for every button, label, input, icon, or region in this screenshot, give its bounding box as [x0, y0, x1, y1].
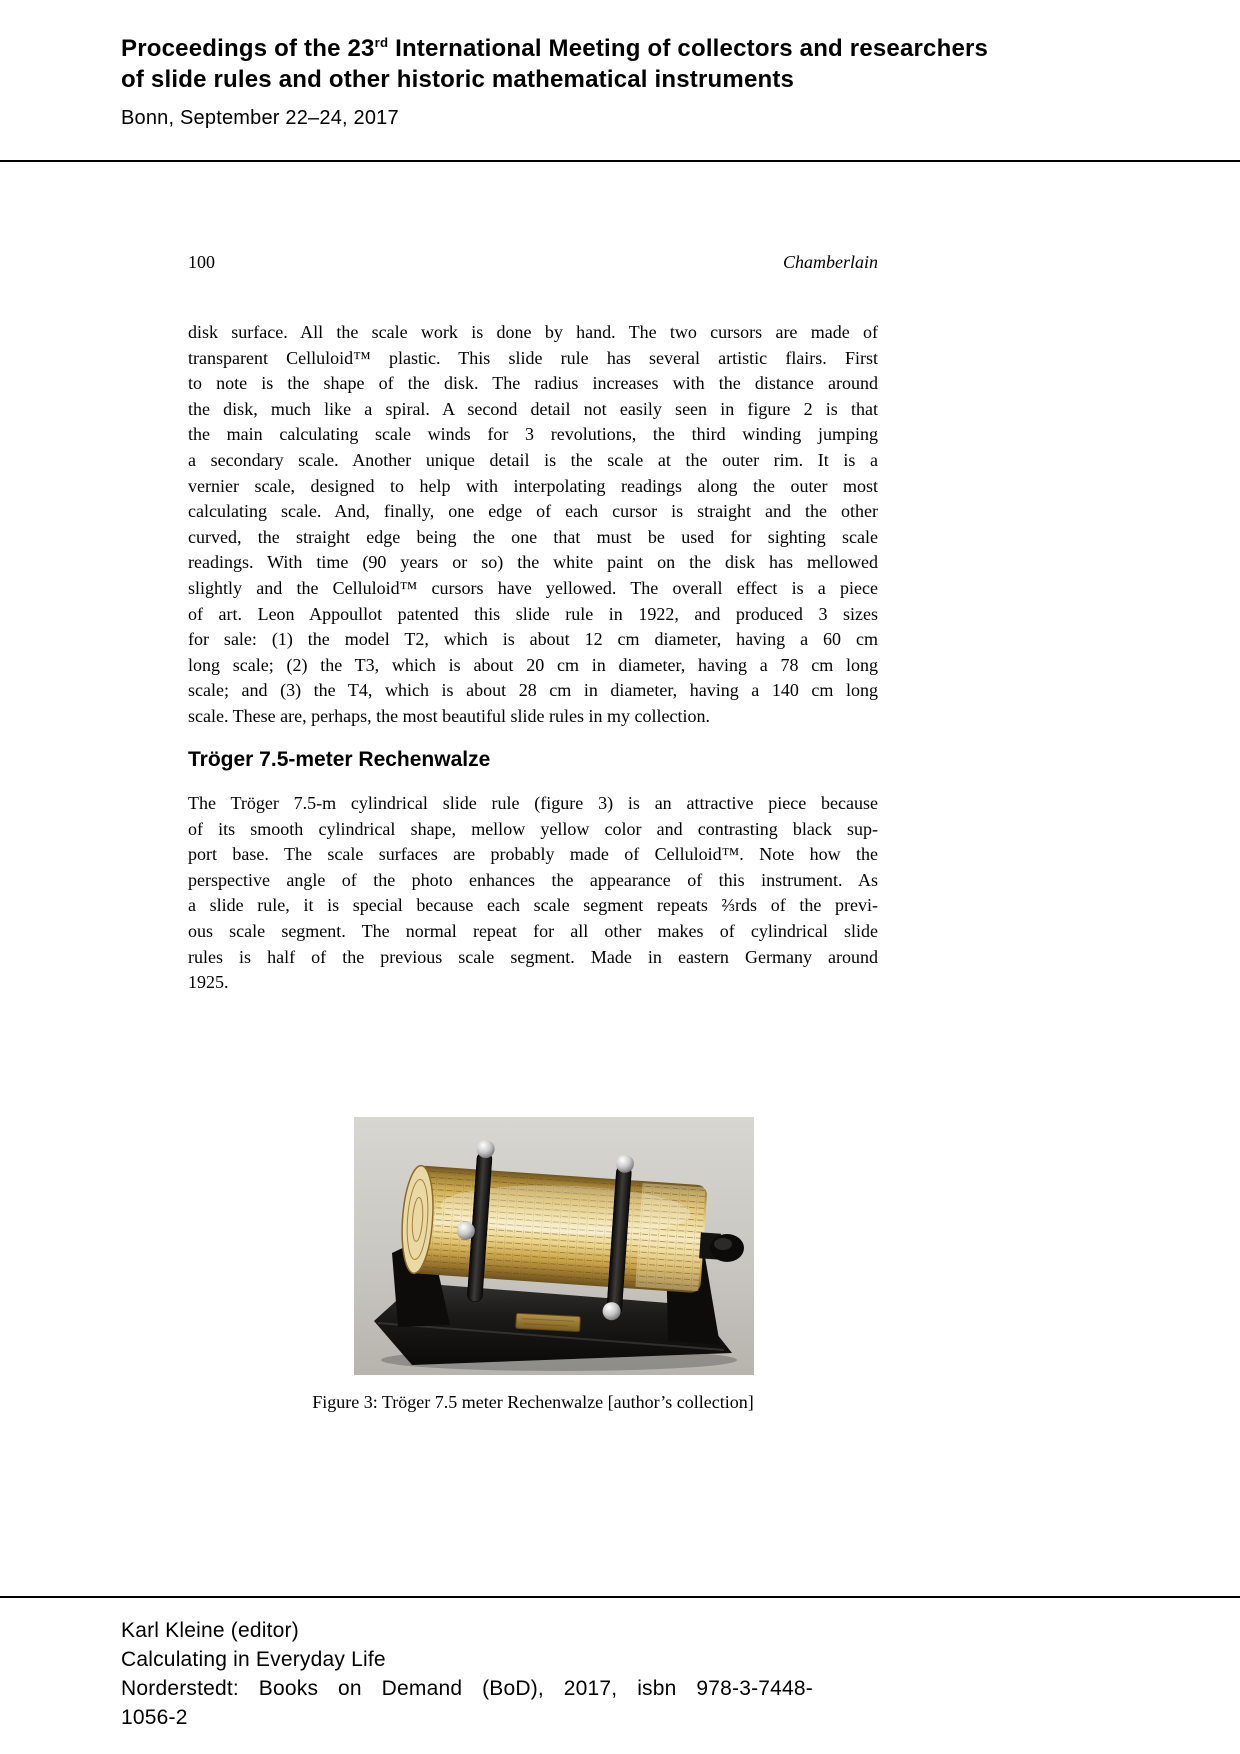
- text-line: perspective angle of the photo enhances the appearance of this instrument. As: [188, 869, 878, 890]
- footer-editor: Karl Kleine (editor): [121, 1619, 299, 1642]
- text-line: rules is half of the previous scale segment. Made in eastern Germany around: [188, 946, 878, 967]
- rechenwalze-illustration: [354, 1117, 754, 1375]
- footer-isbn-continuation: 1056-2: [121, 1706, 188, 1729]
- paragraph-1: [188, 320, 878, 730]
- text-line: to note is the shape of the disk. The radius increases with the distance around: [188, 373, 878, 394]
- figure-3-caption: Figure 3: Tröger 7.5 meter Rechenwalze [author’s collection]: [312, 1392, 754, 1412]
- text-line: The Tröger 7.5-m cylindrical slide rule (figure 3) is an attractive piece because: [188, 793, 878, 813]
- text-line: curved, the straight edge being the one that must be used for sighting scale: [188, 526, 878, 547]
- text-line: the disk, much like a spiral. A second detail not easily seen in figure 2 is that: [188, 398, 878, 419]
- figure-3-photo: [354, 1117, 754, 1375]
- text-line: long scale; (2) the T3, which is about 20 cm in diameter, having a 78 cm long: [188, 654, 878, 675]
- section-heading: Tröger 7.5-meter Rechenwalze: [188, 748, 491, 771]
- text-line: slightly and the Celluloid™ cursors have yellowed. The overall effect is a piece: [188, 577, 878, 598]
- proceedings-header: [121, 27, 1161, 130]
- footer-book-title: Calculating in Everyday Life: [121, 1648, 386, 1671]
- proceedings-location-date: Bonn, September 22–24, 2017: [121, 107, 399, 129]
- text-line: for sale: (1) the model T2, which is about 12 cm diameter, having a 60 cm: [188, 629, 878, 650]
- text-line: transparent Celluloid™ plastic. This slide rule has several artistic flairs. First: [188, 347, 878, 368]
- text-line: of its smooth cylindrical shape, mellow yellow color and contrasting black sup-: [188, 818, 878, 839]
- text-line: readings. With time (90 years or so) the white paint on the disk has mellowed: [188, 552, 878, 573]
- text-line: scale. These are, perhaps, the most beautiful slide rules in my collection.: [188, 705, 711, 726]
- book-footer: [121, 1616, 813, 1732]
- text-line: vernier scale, designed to help with interpolating readings along the outer most: [188, 475, 878, 496]
- paragraph-2: [188, 791, 878, 996]
- text-line: a secondary scale. Another unique detail is the scale at the outer rim. It is a: [188, 449, 878, 470]
- title-part1: Proceedings of the 23: [121, 35, 375, 62]
- text-line: 1925.: [188, 972, 229, 993]
- text-line: calculating scale. And, finally, one edge of each cursor is straight and the other: [188, 501, 878, 522]
- page-number: 100: [188, 252, 215, 272]
- text-line: ous scale segment. The normal repeat for all other makes of cylindrical slide: [188, 920, 878, 941]
- header-rule: [0, 160, 1240, 162]
- title-part2: International Meeting of collectors and researchers: [388, 35, 989, 62]
- running-head-author: Chamberlain: [782, 252, 878, 272]
- running-head: [188, 252, 878, 273]
- title-line2: of slide rules and other historic mathematical instruments: [121, 66, 795, 93]
- title-ordinal-superscript: rd: [374, 35, 389, 50]
- text-line: disk surface. All the scale work is done by hand. The two cursors are made of: [188, 322, 878, 342]
- text-line: a slide rule, it is special because each scale segment repeats ⅔rds of the previ-: [188, 895, 878, 916]
- text-line: port base. The scale surfaces are probably made of Celluloid™. Note how the: [188, 844, 878, 865]
- footer-rule: [0, 1596, 1240, 1598]
- text-line: scale; and (3) the T4, which is about 28 cm in diameter, having a 140 cm long: [188, 680, 878, 701]
- text-line: the main calculating scale winds for 3 revolutions, the third winding jumping: [188, 424, 878, 445]
- proceedings-title: [121, 27, 1161, 95]
- footer-publisher: Norderstedt: Books on Demand (BoD), 2017, isbn 978-3-7448-: [121, 1677, 813, 1700]
- text-line: of art. Leon Appoullot patented this slide rule in 1922, and produced 3 sizes: [188, 603, 878, 624]
